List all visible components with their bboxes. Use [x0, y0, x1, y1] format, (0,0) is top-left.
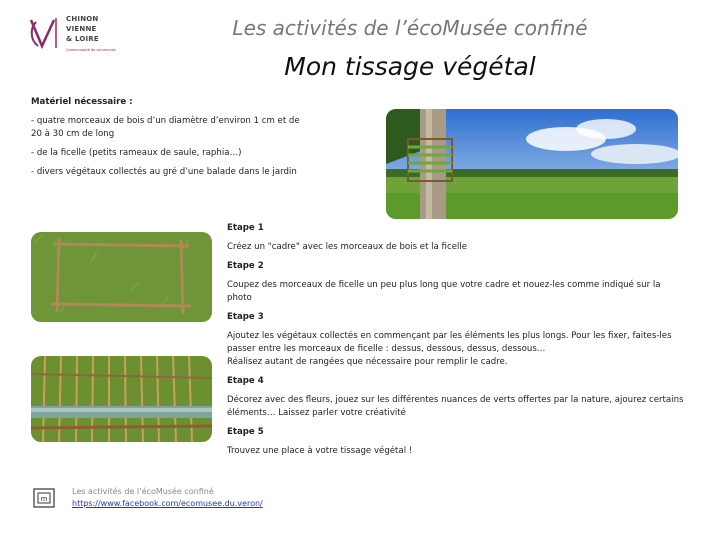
step-text: Créez un "cadre" avec les morceaux de bois et la ficelle — [227, 242, 468, 252]
step-title: Etape 1 — [227, 223, 264, 233]
step-text: Coupez des morceaux de ficelle un peu plus long que votre cadre et nouez-les comme indiqué sur la photo — [227, 280, 661, 303]
logo-line-3: & LOIRE — [66, 35, 99, 43]
step-text: Trouvez une place à votre tissage végétal ! — [227, 446, 413, 456]
step-text: Ajoutez les végétaux collectés en commençant par les éléments les plus longs. Pour les fixer, faites-les passer entre les morceaux de ficelle : dessus, dessous, dessus, dessous… — [227, 331, 672, 354]
step-title: Etape 2 — [227, 261, 264, 271]
logo-mark-icon — [28, 16, 58, 50]
materials-item: - quatre morceaux de bois d’un diamètre d’environ 1 cm et de 20 à 30 cm de long — [31, 116, 300, 139]
materials-heading: Matériel nécessaire : — [31, 97, 133, 107]
logo-line-2: VIENNE — [66, 25, 97, 33]
page-title: Mon tissage végétal — [284, 52, 536, 81]
steps-section — [227, 222, 687, 464]
logo-line-1: CHINON — [66, 15, 99, 23]
footer-link[interactable]: https://www.facebook.com/ecomusee.du.veron/ — [72, 499, 263, 508]
ecomusee-logo-icon — [33, 488, 55, 508]
materials-item: - divers végétaux collectés au gré d’une balade dans le jardin — [31, 167, 297, 177]
logo-subtitle: Communauté de communes — [66, 48, 116, 52]
photo-tree-weaving — [386, 109, 678, 219]
step-title: Etape 5 — [227, 427, 264, 437]
materials-section — [31, 96, 311, 185]
photo-weaving-closeup — [31, 356, 212, 442]
svg-text:m: m — [40, 495, 48, 503]
step-title: Etape 3 — [227, 312, 264, 322]
step-title: Etape 4 — [227, 376, 264, 386]
materials-item: - de la ficelle (petits rameaux de saule, raphia…) — [31, 148, 242, 158]
step-text: Décorez avec des fleurs, jouez sur les différentes nuances de verts offertes par la nature, ajourez certains éléments… Laissez parler votre créativité — [227, 395, 684, 418]
logo — [28, 14, 128, 54]
step-text: Réalisez autant de rangées que nécessaire pour remplir le cadre. — [227, 357, 508, 367]
page-subtitle: Les activités de l’écoMusée confiné — [232, 16, 588, 40]
photo-wood-frame — [31, 232, 212, 322]
footer-label: Les activités de l’écoMusée confiné — [72, 487, 214, 496]
